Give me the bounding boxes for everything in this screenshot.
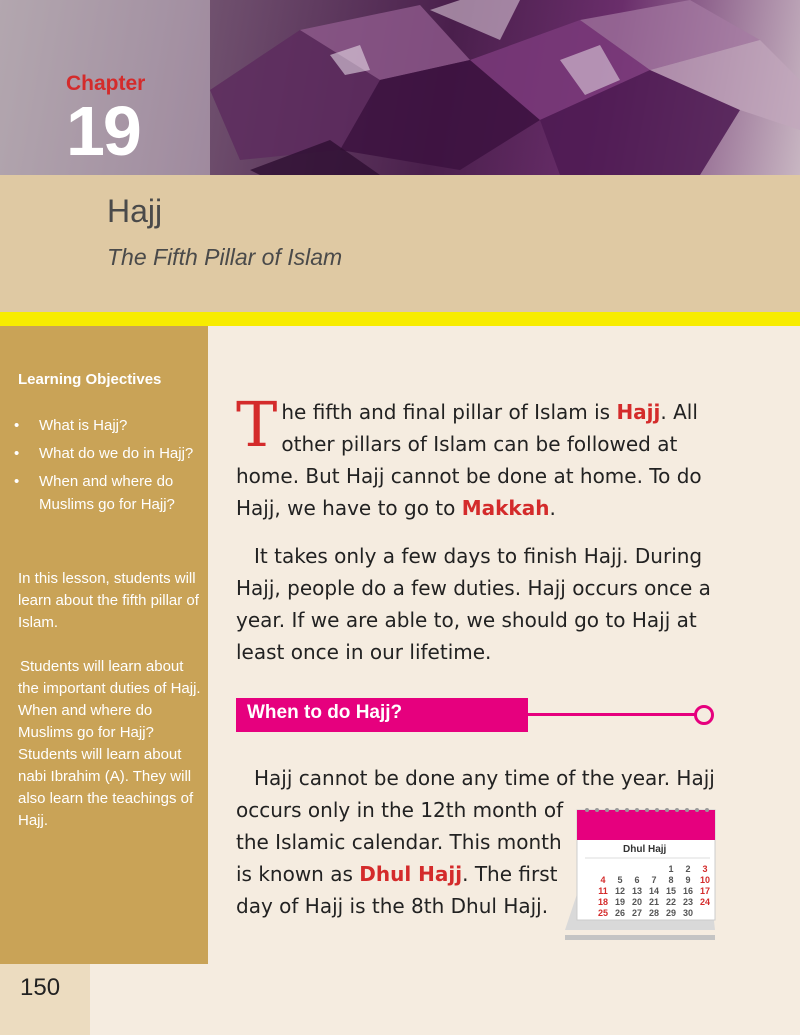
highlight-term: Makkah (461, 496, 550, 520)
calendar-day: 25 (597, 908, 609, 918)
objectives-heading: Learning Objectives (18, 371, 162, 388)
calendar-day: 5 (617, 875, 623, 885)
calendar-day: 23 (682, 897, 694, 907)
intro-paragraph (236, 388, 718, 524)
page-number: 150 (20, 974, 61, 1001)
calendar-day: 4 (600, 875, 606, 885)
calendar-day: 21 (648, 897, 660, 907)
calendar-day: 10 (699, 875, 711, 885)
calendar-day: 28 (648, 908, 660, 918)
page-subtitle: The Fifth Pillar of Islam (107, 244, 343, 270)
highlight-term: Dhul Hajj (359, 862, 463, 886)
text-run: occurs only in the 12th month of the Islamic calendar. This month is known as (236, 798, 564, 886)
calendar-day: 14 (648, 886, 660, 896)
calendar-day: 30 (682, 908, 694, 918)
calendar-day: 9 (685, 875, 691, 885)
calendar-day: 26 (614, 908, 626, 918)
calendar-day: 15 (665, 886, 677, 896)
section-heading-line (528, 713, 696, 716)
duration-paragraph: It takes only a few days to finish Hajj. During Hajj, people do a few duties. Hajj occurs once a year. If we are able to, we should go to Hajj at least once in our lifetime. (236, 544, 711, 664)
calendar-day: 18 (597, 897, 609, 907)
calendar-day: 8 (668, 875, 674, 885)
learning-objectives-sidebar (0, 326, 208, 964)
calendar-day: 20 (631, 897, 643, 907)
text-run: he fifth and final pillar of Islam is (281, 400, 617, 424)
circle-icon (694, 705, 714, 725)
chapter-number: 19 (66, 92, 140, 170)
objective-item (12, 442, 204, 465)
calendar-day: 7 (651, 875, 657, 885)
text-block (236, 794, 566, 922)
objective-text: When and where do Muslims go for Hajj? (39, 473, 175, 513)
calendar-day: 27 (631, 908, 643, 918)
calendar-title: Dhul Hajj (623, 844, 667, 855)
sidebar-paragraph: In this lesson, students will learn about the fifth pillar of Islam. (18, 570, 199, 631)
section-heading: When to do Hajj? (247, 702, 403, 723)
calendar-day: 6 (634, 875, 640, 885)
calendar-day: 29 (665, 908, 677, 918)
text-run: . All other pillars of Islam can be followed at home. But Hajj cannot be done at home. To do Hajj, we have to go to (236, 400, 702, 520)
objective-text: What is Hajj? (39, 417, 128, 434)
calendar-day: 12 (614, 886, 626, 896)
calendar-day: 17 (699, 886, 711, 896)
calendar-day: 1 (668, 864, 674, 874)
calendar-day: 19 (614, 897, 626, 907)
divider-bar (0, 312, 800, 326)
calendar-day: 3 (702, 864, 708, 874)
text-run: . (549, 496, 556, 520)
drop-cap: T (236, 388, 278, 461)
sidebar-paragraph: Students will learn about the important duties of Hajj. When and where do Muslims go for Hajj? Students will learn about nabi Ibrahim (A). They will also learn the teachings of Hajj. (18, 658, 201, 829)
bullet-icon: • (14, 445, 20, 462)
objective-item (12, 414, 204, 437)
calendar-day: 13 (631, 886, 643, 896)
objectives-list (12, 414, 204, 521)
calendar-icon (555, 800, 725, 945)
highlight-term: Hajj (616, 400, 661, 424)
page-title: Hajj (107, 193, 163, 229)
objective-text: What do we do in Hajj? (39, 445, 194, 462)
text-run: Hajj cannot be done any time of the year. Hajj (254, 766, 715, 790)
calendar-day: 22 (665, 897, 677, 907)
bullet-icon: • (14, 473, 20, 490)
chapter-label: Chapter (66, 72, 146, 95)
calendar-day: 2 (685, 864, 691, 874)
calendar-day: 24 (699, 897, 711, 907)
calendar-day: 11 (598, 886, 608, 896)
calendar-day: 16 (682, 886, 694, 896)
bullet-icon: • (14, 417, 20, 434)
objective-item (12, 470, 204, 516)
text-run: . The first day of Hajj is the 8th Dhul Hajj. (236, 862, 558, 918)
